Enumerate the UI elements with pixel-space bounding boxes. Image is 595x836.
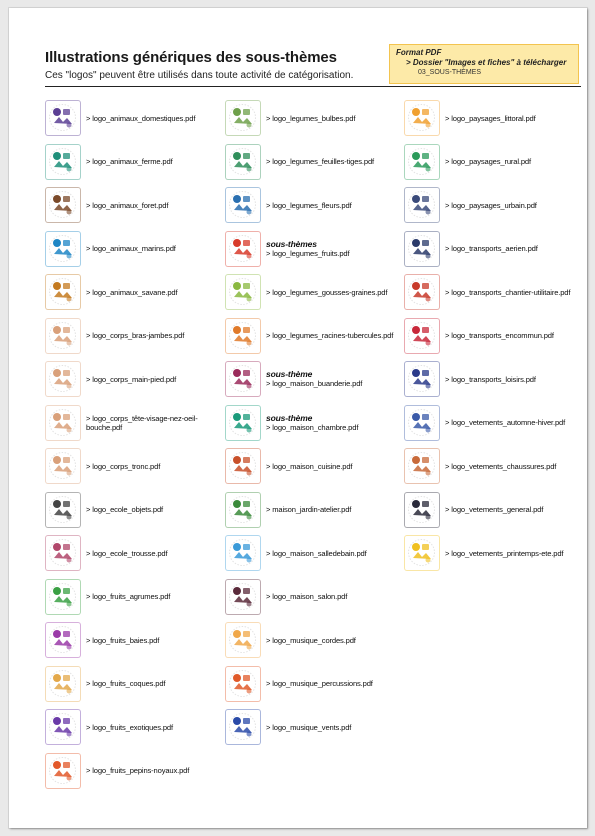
root-vegetables-icon xyxy=(225,318,261,354)
pod-vegetables-icon xyxy=(225,274,261,310)
file-name[interactable]: > logo_vetements_printemps-ete.pdf xyxy=(445,548,564,558)
logo-file-label xyxy=(86,288,177,297)
logo-entry[interactable] xyxy=(45,579,221,615)
logo-file-label xyxy=(266,505,351,514)
school-objects-icon xyxy=(45,492,81,528)
file-name[interactable]: > logo_fruits_pepins-noyaux.pdf xyxy=(86,766,190,775)
logo-entry[interactable] xyxy=(225,535,401,571)
body-hand-foot-icon xyxy=(45,361,81,397)
sea-animals-icon xyxy=(45,231,81,267)
logo-file-label xyxy=(445,549,563,558)
logo-file-label xyxy=(445,288,570,297)
urban-landscape-icon xyxy=(404,187,440,223)
logo-file-label xyxy=(86,723,173,732)
logo-entry[interactable] xyxy=(225,231,401,267)
logo-entry[interactable] xyxy=(225,448,401,484)
file-name[interactable]: > logo_vetements_automne-hiver.pdf xyxy=(445,418,566,427)
farm-animals-icon xyxy=(45,144,81,180)
page-subtitle: Ces "logos" peuvent être utilisés dans toute activité de catégorisation. xyxy=(45,70,354,81)
file-name[interactable]: > logo_corps_tête-visage-nez-oeil-bouche.pdf xyxy=(86,413,198,432)
logo-entry[interactable] xyxy=(45,231,221,267)
logo-file-label xyxy=(86,462,160,471)
file-name[interactable]: > logo_corps_bras-jambes.pdf xyxy=(86,331,185,340)
logo-file-label xyxy=(86,414,221,432)
logo-file-label xyxy=(86,549,167,558)
file-name[interactable]: > logo_legumes_bulbes.pdf xyxy=(266,113,356,123)
logo-entry[interactable] xyxy=(45,492,221,528)
logo-file-label xyxy=(86,375,176,384)
file-name[interactable]: > logo_fruits_baies.pdf xyxy=(86,635,160,645)
logo-entry[interactable] xyxy=(45,100,221,136)
logo-file-label xyxy=(266,370,362,388)
logo-entry[interactable] xyxy=(404,361,580,397)
logo-file-label xyxy=(445,505,543,514)
percussion-icon xyxy=(225,666,261,702)
logo-entry[interactable] xyxy=(45,361,221,397)
format-box xyxy=(389,44,579,84)
logo-entry[interactable] xyxy=(45,405,221,441)
leaf-vegetables-icon xyxy=(225,144,261,180)
logo-file-label xyxy=(445,114,536,123)
logo-file-label xyxy=(86,766,189,775)
logo-file-label xyxy=(266,331,393,340)
kitchen-icon xyxy=(225,448,261,484)
berries-icon xyxy=(45,622,81,658)
winter-clothes-icon xyxy=(404,405,440,441)
logo-file-label xyxy=(86,636,159,645)
file-name[interactable]: > logo_ecole_trousse.pdf xyxy=(86,548,168,558)
rural-landscape-icon xyxy=(404,144,440,180)
file-name[interactable]: > logo_corps_main-pied.pdf xyxy=(86,374,177,384)
logo-file-label xyxy=(266,592,347,601)
logo-file-label xyxy=(266,549,367,558)
logo-file-label xyxy=(86,157,173,166)
shoes-icon xyxy=(404,448,440,484)
file-name[interactable]: > logo_musique_vents.pdf xyxy=(266,722,352,732)
logo-entry[interactable] xyxy=(225,100,401,136)
logo-entry[interactable] xyxy=(45,187,221,223)
file-name[interactable]: > logo_legumes_fruits.pdf xyxy=(266,248,350,258)
air-transport-icon xyxy=(404,231,440,267)
body-head-face-icon xyxy=(45,405,81,441)
logo-entry[interactable] xyxy=(225,709,401,745)
logo-entry[interactable] xyxy=(45,535,221,571)
logo-file-label xyxy=(86,201,168,210)
pencil-case-icon xyxy=(45,535,81,571)
format-box-folder: > Dossier "Images et fiches" à télécharger xyxy=(406,58,567,67)
logo-file-label xyxy=(86,592,170,601)
body-arms-legs-icon xyxy=(45,318,81,354)
file-name[interactable]: > logo_maison_salledebain.pdf xyxy=(266,548,367,558)
logo-file-label xyxy=(266,240,349,258)
logo-entry[interactable] xyxy=(45,622,221,658)
exotic-fruits-icon xyxy=(45,709,81,745)
wind-instruments-icon xyxy=(225,709,261,745)
file-name[interactable]: > logo_fruits_exotiques.pdf xyxy=(86,722,173,732)
file-name[interactable]: > logo_animaux_ferme.pdf xyxy=(86,157,173,166)
logo-entry[interactable] xyxy=(45,144,221,180)
logo-entry[interactable] xyxy=(404,535,580,571)
logo-entry[interactable] xyxy=(404,405,580,441)
format-box-subfolder: 03_SOUS-THÈMES xyxy=(418,69,482,76)
logo-entry[interactable] xyxy=(225,274,401,310)
logo-file-label xyxy=(445,462,556,471)
logo-file-label xyxy=(445,157,531,166)
fruit-vegetables-icon xyxy=(225,231,261,267)
pets-icon xyxy=(45,100,81,136)
leisure-transport-icon xyxy=(404,361,440,397)
logo-entry[interactable] xyxy=(45,753,221,789)
coast-landscape-icon xyxy=(404,100,440,136)
file-name[interactable]: > logo_maison_cuisine.pdf xyxy=(266,461,353,471)
file-name[interactable]: > logo_transports_aerien.pdf xyxy=(445,244,538,253)
logo-entry[interactable] xyxy=(225,579,401,615)
file-name[interactable]: > logo_vetements_general.pdf xyxy=(445,505,544,514)
logo-entry[interactable] xyxy=(404,187,580,223)
stone-fruits-icon xyxy=(45,753,81,789)
logo-file-label xyxy=(445,244,538,253)
bulb-vegetables-icon xyxy=(225,100,261,136)
logo-entry[interactable] xyxy=(404,318,580,354)
logo-entry[interactable] xyxy=(225,666,401,702)
logo-entry[interactable] xyxy=(45,448,221,484)
file-name[interactable]: > logo_corps_tronc.pdf xyxy=(86,461,161,471)
citrus-fruits-icon xyxy=(45,579,81,615)
logo-file-label xyxy=(266,157,374,166)
logo-entry[interactable] xyxy=(404,144,580,180)
file-name[interactable]: > logo_paysages_rural.pdf xyxy=(445,157,531,166)
logo-entry[interactable] xyxy=(404,274,580,310)
header-divider xyxy=(45,86,581,87)
file-name[interactable]: > logo_transports_loisirs.pdf xyxy=(445,374,536,384)
file-name[interactable]: > logo_legumes_gousses-graines.pdf xyxy=(266,287,388,297)
file-name[interactable]: > logo_animaux_savane.pdf xyxy=(86,287,178,297)
file-name[interactable]: > logo_paysages_littoral.pdf xyxy=(445,113,536,123)
file-name[interactable]: > logo_fruits_agrumes.pdf xyxy=(86,592,171,601)
file-name[interactable]: > logo_transports_chantier-utilitaire.pdf xyxy=(445,287,571,297)
body-torso-icon xyxy=(45,448,81,484)
logo-file-label xyxy=(86,505,163,514)
logo-entry[interactable] xyxy=(225,492,401,528)
logo-file-label xyxy=(266,679,373,688)
logo-file-label xyxy=(86,244,176,253)
logo-file-label xyxy=(266,723,351,732)
logo-file-label xyxy=(266,201,352,210)
logo-file-label xyxy=(445,418,565,427)
logo-file-label xyxy=(266,288,387,297)
logo-entry[interactable] xyxy=(225,318,401,354)
format-box-title: Format PDF xyxy=(396,48,442,57)
file-name[interactable]: > logo_maison_salon.pdf xyxy=(266,592,348,601)
file-name[interactable]: > logo_transports_encommun.pdf xyxy=(445,331,554,340)
logo-entry[interactable] xyxy=(225,405,401,441)
logo-entry[interactable] xyxy=(225,144,401,180)
file-name[interactable]: > logo_maison_chambre.pdf xyxy=(266,422,359,432)
living-room-icon xyxy=(225,579,261,615)
logo-file-label xyxy=(266,414,358,432)
logo-entry[interactable] xyxy=(225,361,401,397)
file-name[interactable]: > logo_animaux_foret.pdf xyxy=(86,200,169,210)
logo-file-label xyxy=(266,114,355,123)
file-name[interactable]: > logo_musique_percussions.pdf xyxy=(266,679,373,688)
utility-vehicles-icon xyxy=(404,274,440,310)
file-name[interactable]: > logo_legumes_fleurs.pdf xyxy=(266,200,352,210)
forest-animals-icon xyxy=(45,187,81,223)
bathroom-icon xyxy=(225,535,261,571)
summer-clothes-icon xyxy=(404,535,440,571)
document-page xyxy=(9,8,587,828)
file-name[interactable]: > logo_maison_buanderie.pdf xyxy=(266,379,363,388)
subtheme-tag: sous-thème xyxy=(266,369,313,379)
page-title: Illustrations génériques des sous-thèmes xyxy=(45,49,337,66)
logo-entry[interactable] xyxy=(225,622,401,658)
bedroom-icon xyxy=(225,405,261,441)
logo-entry[interactable] xyxy=(45,274,221,310)
subtheme-tag: sous-thèmes xyxy=(266,238,317,249)
public-transport-icon xyxy=(404,318,440,354)
laundry-icon xyxy=(225,361,261,397)
file-name[interactable]: > logo_legumes_racines-tubercules.pdf xyxy=(266,331,394,340)
garden-workshop-icon xyxy=(225,492,261,528)
logo-entry[interactable] xyxy=(45,318,221,354)
logo-entry[interactable] xyxy=(45,666,221,702)
file-name[interactable]: > logo_legumes_feuilles-tiges.pdf xyxy=(266,157,374,166)
logo-file-label xyxy=(86,679,165,688)
logo-file-label xyxy=(86,114,195,123)
subtheme-tag: sous-thème xyxy=(266,412,313,423)
logo-entry[interactable] xyxy=(404,448,580,484)
nuts-icon xyxy=(45,666,81,702)
file-name[interactable]: > logo_ecole_objets.pdf xyxy=(86,505,163,514)
savanna-animals-icon xyxy=(45,274,81,310)
logo-entry[interactable] xyxy=(225,187,401,223)
logo-entry[interactable] xyxy=(404,100,580,136)
file-name[interactable]: > logo_paysages_urbain.pdf xyxy=(445,200,537,210)
logo-file-label xyxy=(266,636,356,645)
file-name[interactable]: > logo_musique_cordes.pdf xyxy=(266,635,356,645)
string-instruments-icon xyxy=(225,622,261,658)
file-name[interactable]: > logo_fruits_coques.pdf xyxy=(86,679,166,688)
file-name[interactable]: > logo_animaux_domestiques.pdf xyxy=(86,113,196,123)
flower-vegetables-icon xyxy=(225,187,261,223)
file-name[interactable]: > logo_vetements_chaussures.pdf xyxy=(445,461,557,471)
logo-file-label xyxy=(445,375,536,384)
file-name[interactable]: > maison_jardin-atelier.pdf xyxy=(266,505,352,514)
file-name[interactable]: > logo_animaux_marins.pdf xyxy=(86,244,176,253)
logo-entry[interactable] xyxy=(404,231,580,267)
logo-file-label xyxy=(445,201,537,210)
clothes-icon xyxy=(404,492,440,528)
logo-file-label xyxy=(86,331,184,340)
logo-entry[interactable] xyxy=(45,709,221,745)
logo-entry[interactable] xyxy=(404,492,580,528)
logo-file-label xyxy=(266,462,352,471)
logo-file-label xyxy=(445,331,554,340)
